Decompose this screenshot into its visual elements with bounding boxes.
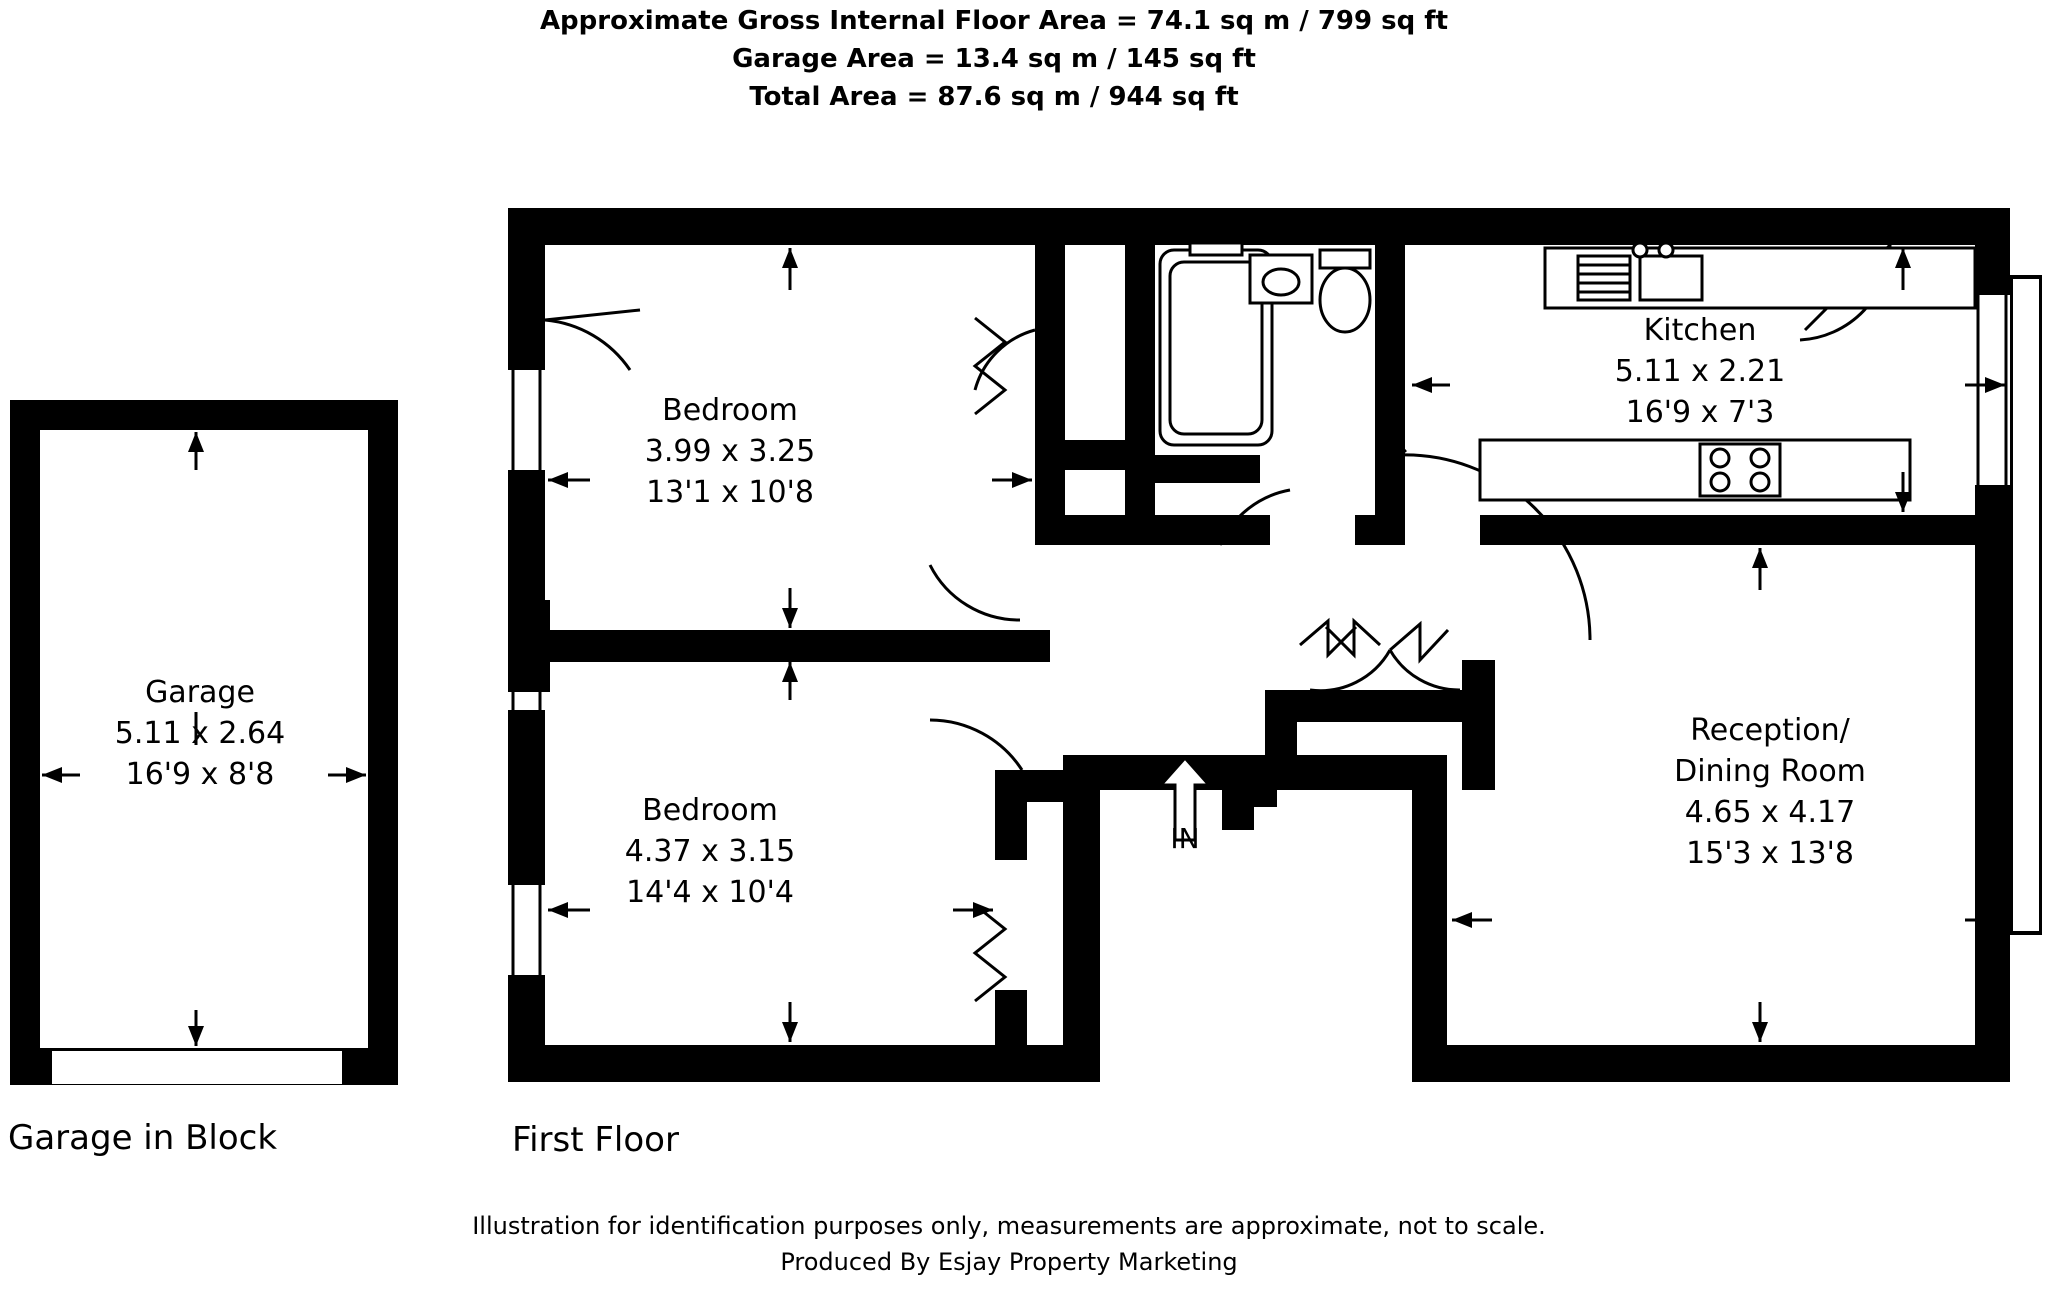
total-area-text: Total Area = 87.6 sq m / 944 sq ft xyxy=(749,82,1239,112)
bedroom-2-dim-metric: 4.37 x 3.15 xyxy=(624,834,796,869)
bedroom-1-name: Bedroom xyxy=(662,393,798,428)
reception-name-line-1: Reception/ xyxy=(1690,713,1850,748)
caption-first-floor: First Floor xyxy=(512,1120,679,1160)
caption-garage-in-block: Garage in Block xyxy=(8,1118,278,1158)
room-label-reception-dining xyxy=(1570,710,1970,874)
bedroom-2-name: Bedroom xyxy=(642,793,778,828)
reception-dim-metric: 4.65 x 4.17 xyxy=(1684,795,1856,830)
room-label-bedroom-1 xyxy=(560,390,900,513)
producer-text: Produced By Esjay Property Marketing xyxy=(780,1248,1238,1276)
entrance-label: IN xyxy=(1170,822,1200,855)
reception-name-line-2: Dining Room xyxy=(1674,754,1866,789)
bedroom-2-dim-imperial: 14'4 x 10'4 xyxy=(626,875,794,910)
room-label-garage xyxy=(40,672,360,795)
reception-dim-imperial: 15'3 x 13'8 xyxy=(1686,836,1854,871)
footer-disclaimer xyxy=(0,1208,2048,1280)
disclaimer-text: Illustration for identification purposes only, measurements are approximate, not to scale. xyxy=(472,1212,1546,1240)
room-label-kitchen xyxy=(1530,310,1870,433)
gross-internal-area-text: Approximate Gross Internal Floor Area = 74.1 sq m / 799 sq ft xyxy=(539,6,1449,36)
garage-dim-metric: 5.11 x 2.64 xyxy=(114,716,286,751)
kitchen-dim-imperial: 16'9 x 7'3 xyxy=(1625,395,1775,430)
bedroom-1-dim-metric: 3.99 x 3.25 xyxy=(644,434,816,469)
garage-dim-imperial: 16'9 x 8'8 xyxy=(125,757,275,792)
garage-name: Garage xyxy=(145,675,255,710)
bedroom-1-dim-imperial: 13'1 x 10'8 xyxy=(646,475,814,510)
kitchen-dim-metric: 5.11 x 2.21 xyxy=(1614,354,1786,389)
garage-area-text: Garage Area = 13.4 sq m / 145 sq ft xyxy=(732,44,1256,74)
room-label-bedroom-2 xyxy=(540,790,880,913)
kitchen-name: Kitchen xyxy=(1643,313,1757,348)
